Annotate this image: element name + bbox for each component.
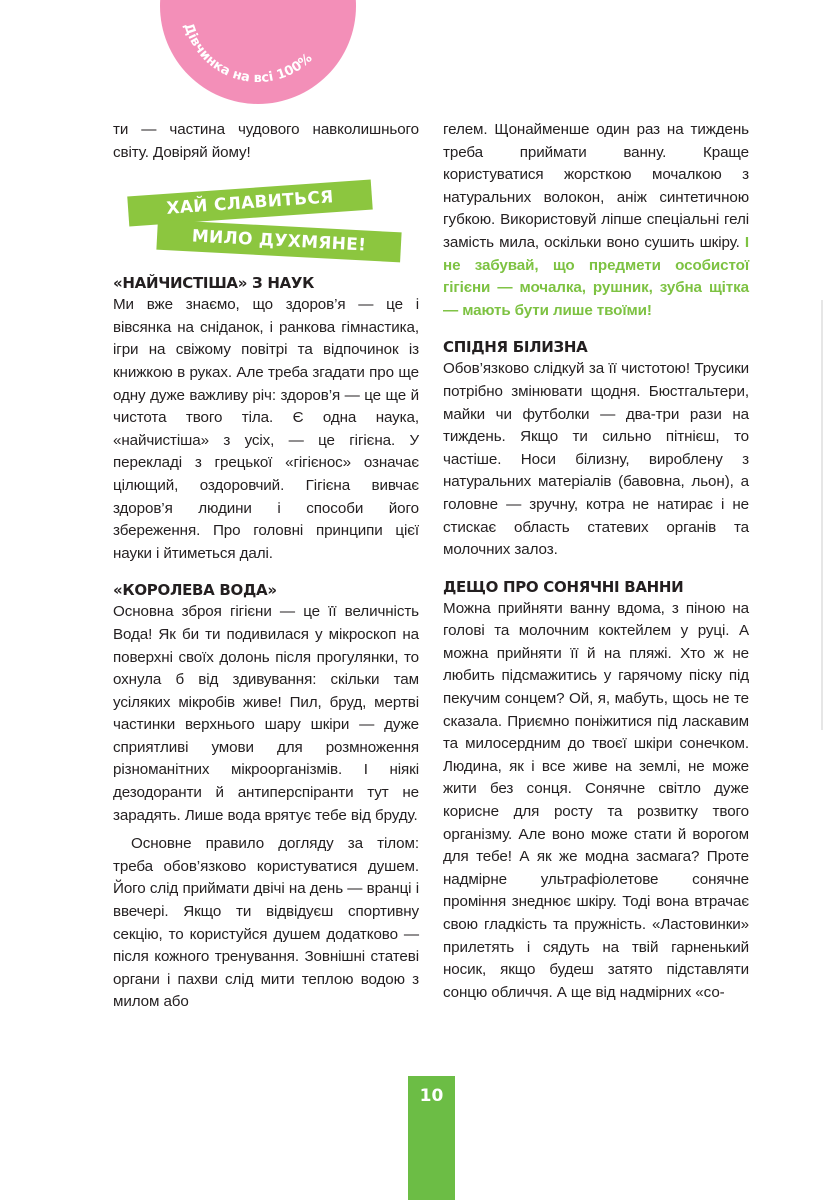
- badge-text: Дівчинка на всі 100%: [180, 21, 316, 87]
- section-badge: [160, 0, 356, 104]
- section-text-sunbathing: Можна прийняти ванну вдома, з піною на голові та молочним коктейлем у руці. А можна прийняти її й на пляжі. Хто ж не любить підсмажитись у гарячому піску під пекучим сонцем? Ой, я, мабуть, щось не те сказала. Приємно поніжитися під ласкавим та милосердним до твоєї шкіри сонечком. Людина, як і все живе на землі, не може жити без сонця. Сонячне світло дуже корисне для росту та розвитку твого організму. Але воно може стати й ворогом для тебе! А як же модна засмага? Проте надмірне ультрафіолетове сонячне проміння знеднює шкіру. Тоді вона втрачає свою гладкість та пружність. «Ластовинки» прилетять і сядуть на твій гарненький носик, якщо будеш затято підставляти сонцю обличчя. А ще від надмірних «со-: [443, 599, 749, 1001]
- right-intro-paragraph: [443, 119, 749, 322]
- left-column: [113, 119, 419, 1014]
- hygiene-highlight-text: І не забувай, що предмети особистої гігієни — мочалка, рушник, зубна щітка — мають бути лише твоїми!: [443, 233, 749, 319]
- banner-line-2: МИЛО ДУХМЯНЕ!: [156, 220, 401, 263]
- section-heading-queen-water: «КОРОЛЕВА ВОДА»: [113, 581, 277, 600]
- right-intro-text: гелем. Щонайменше один раз на тиждень треба приймати ванну. Краще користуватися жорсткою мочалкою з натуральних волокон, аніж синтетичною губкою. Використовуй ліпше спеціальні гелі замість мила, оскільки воно сушить шкіру.: [443, 121, 749, 251]
- section-text-underwear: Обов’язково слідкуй за її чистотою! Трусики потрібно змінювати щодня. Бюстгальтери, майки чи футболки — два-три рази на тиждень. Якщо ти сильно пітнієш, то частіше. Носи білизну, вироблену з натуральних матеріалів (бавовна, льон), а головне — зручну, котра не натирає і не стискає область статевих органів та молочних залоз.: [443, 360, 749, 559]
- page-number: 10: [408, 1076, 455, 1200]
- section-heading-cleanest-science: «НАЙЧИСТІША» З НАУК: [113, 274, 315, 293]
- badge-circle-graphic: [160, 0, 356, 104]
- banner-line-1: ХАЙ СЛАВИТЬСЯ: [127, 180, 372, 227]
- left-intro-paragraph: ти — частина чудового навколишнього світу. Довіряй йому!: [113, 121, 419, 161]
- banner: [113, 170, 419, 260]
- section-text-queen-water-2: Основне правило догляду за тілом: треба обов’язково користуватися душем. Його слід приймати двічі на день — вранці і ввечері. Якщо ти відвідуєш спортивну секцію, то користуйся душем додатково — після кожного тренування. Зовнішні статеві органи і пахви слід мити теплою водою з милом або: [113, 835, 419, 1011]
- section-heading-sunbathing: ДЕЩО ПРО СОНЯЧНІ ВАННИ: [443, 577, 684, 596]
- section-text-cleanest-science: Ми вже знаємо, що здоров’я — це і вівсянка на сніданок, і ранкова гімнастика, ігри на свіжому повітрі та відпочинок із книжкою в руках. Але треба згадати про ще одну дуже важливу річ: здоров’я — це ще й чистота твого тіла. Є одна наука, «найчистіша» з усіх, — це гігієна. У перекладі з грецької «гігієнос» означає цілющий, оздоровчий. Гігієна вивчає здоров’я людини і способи його збереження. Про головні принципи цієї науки і йтиметься далі.: [113, 296, 419, 562]
- section-text-queen-water-1: Основна зброя гігієни — це її величність Вода! Як би ти подивилася у мікроскоп на поверхні своїх долонь після прогулянки, то охнула б від здивування: скільки там усіляких мікробів живе! Пил, бруд, мертві частинки верхнього шару шкіри — дуже сприятливі умови для розмноження різноманітних мікроорганізмів. І ніякі дезодоранти й антиперспіранти тут не зарадять. Лише вода врятує тебе від бруду.: [113, 603, 419, 824]
- right-column: [443, 119, 749, 1004]
- section-heading-underwear: СПІДНЯ БІЛИЗНА: [443, 338, 588, 357]
